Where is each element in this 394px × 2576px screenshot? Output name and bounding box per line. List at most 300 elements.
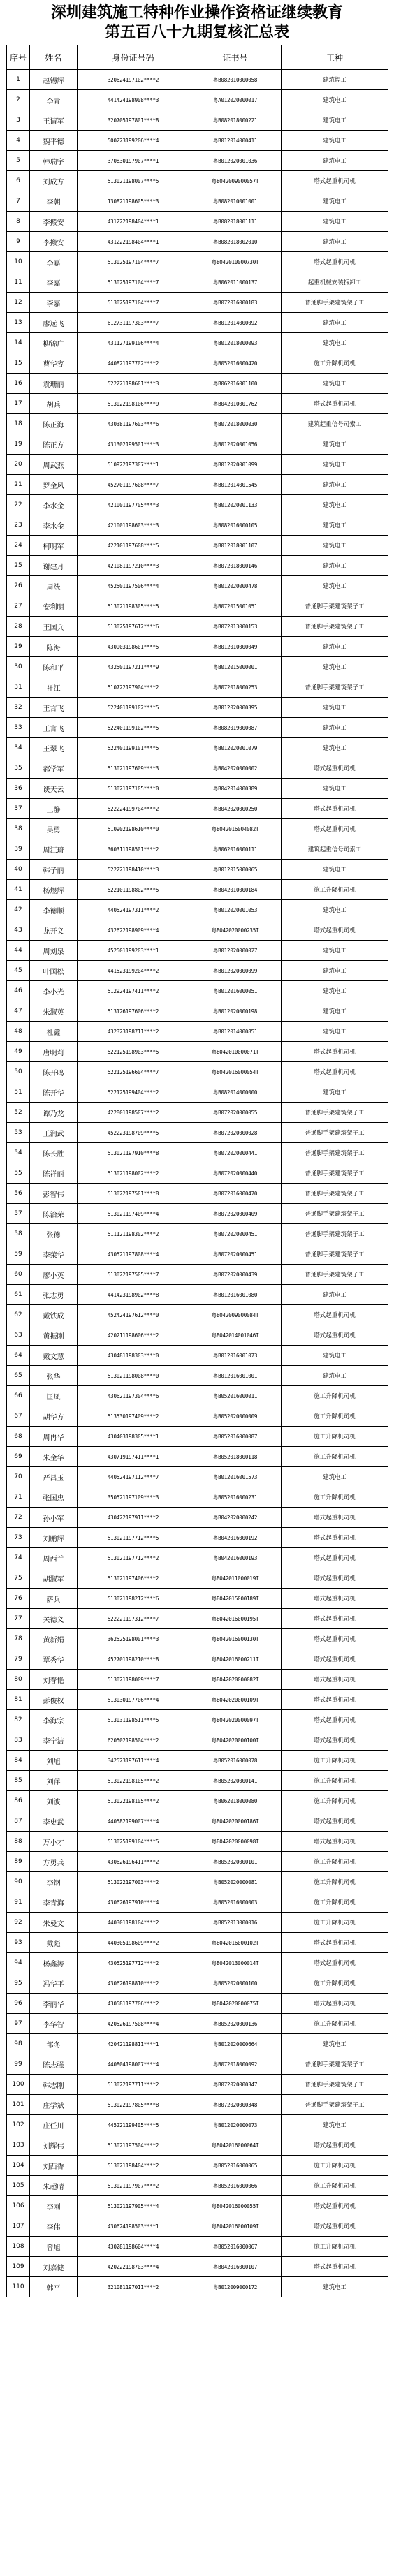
table-row	[7, 1649, 388, 1670]
row-number-cell: 26	[7, 576, 30, 596]
name-cell: 王言飞	[30, 718, 78, 738]
job-type-cell: 建筑电工	[282, 90, 388, 110]
row-number-cell: 68	[7, 1427, 30, 1447]
row-number-cell: 9	[7, 232, 30, 252]
certificate-number-cell: 粤B042016000211T	[189, 1649, 282, 1670]
id-number-cell: 612731197303****7	[78, 313, 189, 333]
job-type-cell: 建筑起重信号司索工	[282, 839, 388, 860]
table-row	[7, 920, 388, 941]
table-row	[7, 576, 388, 596]
id-number-cell: 430719197411****1	[78, 1447, 189, 1467]
table-row	[7, 2135, 388, 2156]
name-cell: 周江琦	[30, 839, 78, 860]
id-number-cell: 421081197210****3	[78, 556, 189, 576]
row-number-cell: 19	[7, 434, 30, 455]
row-number-cell: 105	[7, 2176, 30, 2196]
id-number-cell: 452701197608****7	[78, 475, 189, 495]
id-number-cell: 513031198511****5	[78, 1710, 189, 1730]
title-line-2: 第五百八十九期复核汇总表	[104, 23, 289, 41]
job-type-cell: 起重机械安装拆卸工	[282, 272, 388, 293]
name-cell: 张华	[30, 1366, 78, 1386]
id-number-cell: 430621197304****6	[78, 1386, 189, 1406]
table-row	[7, 1771, 388, 1791]
header-cell-name: 姓名	[30, 45, 78, 70]
certificate-number-cell: 粤B082018001111	[189, 212, 282, 232]
certificate-number-cell: 粤B052020000141	[189, 1771, 282, 1791]
row-number-cell: 108	[7, 2237, 30, 2257]
certificate-number-cell: 粤B042009000084T	[189, 1305, 282, 1325]
job-type-cell: 施工升降机司机	[282, 1913, 388, 1933]
certificate-number-cell: 粤A012020000017	[189, 90, 282, 110]
row-number-cell: 28	[7, 617, 30, 637]
name-cell: 方勇兵	[30, 1852, 78, 1872]
job-type-cell: 普通脚手架建筑架子工	[282, 2095, 388, 2115]
name-cell: 李水金	[30, 515, 78, 536]
id-number-cell: 513021197504****2	[78, 2135, 189, 2156]
certificate-number-cell: 粤B042020000002	[189, 758, 282, 779]
row-number-cell: 71	[7, 1487, 30, 1508]
summary-table	[6, 45, 388, 2297]
certificate-number-cell: 粤B012016001080	[189, 1285, 282, 1305]
job-type-cell: 施工升降机司机	[282, 880, 388, 900]
job-type-cell: 塔式起重机司机	[282, 1832, 388, 1852]
table-row	[7, 2196, 388, 2216]
id-number-cell: 452501197506****4	[78, 576, 189, 596]
name-cell: 李嘉	[30, 252, 78, 272]
name-cell: 韩志刚	[30, 2075, 78, 2095]
row-number-cell: 5	[7, 151, 30, 171]
name-cell: 谢建月	[30, 556, 78, 576]
name-cell: 龙开义	[30, 920, 78, 941]
certificate-number-cell: 粤B042009000057T	[189, 171, 282, 191]
id-number-cell: 522224199704****2	[78, 799, 189, 819]
job-type-cell: 建筑电工	[282, 232, 388, 252]
row-number-cell: 92	[7, 1913, 30, 1933]
certificate-number-cell: 粤B072020000347	[189, 2075, 282, 2095]
row-number-cell: 10	[7, 252, 30, 272]
name-cell: 孙小军	[30, 1508, 78, 1528]
table-row	[7, 1103, 388, 1123]
row-number-cell: 72	[7, 1508, 30, 1528]
row-number-cell: 23	[7, 515, 30, 536]
id-number-cell: 513021197406****2	[78, 1568, 189, 1589]
row-number-cell: 18	[7, 414, 30, 434]
table-row	[7, 455, 388, 475]
table-row	[7, 1022, 388, 1042]
name-cell: 李搬安	[30, 212, 78, 232]
job-type-cell: 普通脚手架建筑架子工	[282, 677, 388, 698]
name-cell: 周统	[30, 576, 78, 596]
table-row	[7, 1406, 388, 1427]
job-type-cell: 建筑电工	[282, 1001, 388, 1022]
row-number-cell: 107	[7, 2216, 30, 2237]
row-number-cell: 53	[7, 1123, 30, 1143]
table-row	[7, 1143, 388, 1163]
certificate-number-cell: 粤B072020000348	[189, 2095, 282, 2115]
row-number-cell: 39	[7, 839, 30, 860]
name-cell: 魏平德	[30, 131, 78, 151]
table-row	[7, 313, 388, 333]
certificate-number-cell: 粤B042020000109T	[189, 1690, 282, 1710]
id-number-cell: 510902198610****0	[78, 819, 189, 839]
certificate-number-cell: 粤B052020000101	[189, 1852, 282, 1872]
row-number-cell: 85	[7, 1771, 30, 1791]
id-number-cell: 431127199106****4	[78, 333, 189, 353]
table-row	[7, 1265, 388, 1285]
job-type-cell: 塔式起重机司机	[282, 2196, 388, 2216]
table-row	[7, 1913, 388, 1933]
job-type-cell: 塔式起重机司机	[282, 1994, 388, 2014]
job-type-cell: 塔式起重机司机	[282, 1548, 388, 1568]
name-cell: 朱超晴	[30, 2176, 78, 2196]
table-row	[7, 1832, 388, 1852]
id-number-cell: 422101197608****5	[78, 536, 189, 556]
table-row	[7, 2257, 388, 2277]
job-type-cell: 建筑电工	[282, 900, 388, 920]
job-type-cell: 普通脚手架建筑架子工	[282, 1204, 388, 1224]
name-cell: 郝学军	[30, 758, 78, 779]
row-number-cell: 1	[7, 70, 30, 90]
id-number-cell: 620502198504****2	[78, 1730, 189, 1751]
table-row	[7, 1427, 388, 1447]
row-number-cell: 67	[7, 1406, 30, 1427]
table-row	[7, 1001, 388, 1022]
id-number-cell: 445221199405****5	[78, 2115, 189, 2135]
table-row	[7, 1548, 388, 1568]
certificate-number-cell: 粤B062016001100	[189, 374, 282, 394]
row-number-cell: 76	[7, 1589, 30, 1609]
name-cell: 李嘉	[30, 293, 78, 313]
job-type-cell: 普通脚手架建筑架子工	[282, 1184, 388, 1204]
job-type-cell: 普通脚手架建筑架子工	[282, 1224, 388, 1244]
row-number-cell: 55	[7, 1163, 30, 1184]
id-number-cell: 513021197712****2	[78, 1548, 189, 1568]
row-number-cell: 14	[7, 333, 30, 353]
certificate-number-cell: 粤B072018000092	[189, 2054, 282, 2075]
id-number-cell: 513025197612****6	[78, 617, 189, 637]
id-number-cell: 430626196411****2	[78, 1852, 189, 1872]
name-cell: 萨兵	[30, 1589, 78, 1609]
table-row	[7, 617, 388, 637]
row-number-cell: 15	[7, 353, 30, 374]
id-number-cell: 430281198604****4	[78, 2237, 189, 2257]
id-number-cell: 522221198410****3	[78, 860, 189, 880]
row-number-cell: 25	[7, 556, 30, 576]
id-number-cell: 522125196604****7	[78, 1062, 189, 1082]
name-cell: 陈长胜	[30, 1143, 78, 1163]
id-number-cell: 513021197907****2	[78, 2176, 189, 2196]
certificate-number-cell: 粤B072018000030	[189, 414, 282, 434]
name-cell: 黄新娟	[30, 1629, 78, 1649]
job-type-cell: 施工升降机司机	[282, 1751, 388, 1771]
table-row	[7, 941, 388, 961]
id-number-cell: 432323198711****2	[78, 1022, 189, 1042]
row-number-cell: 94	[7, 1953, 30, 1973]
row-number-cell: 40	[7, 860, 30, 880]
id-number-cell: 342523197611****4	[78, 1751, 189, 1771]
table-row	[7, 536, 388, 556]
certificate-number-cell: 粤B012020001056	[189, 434, 282, 455]
id-number-cell: 522401199102****5	[78, 698, 189, 718]
certificate-number-cell: 粤B072020000440	[189, 1163, 282, 1184]
name-cell: 廖远飞	[30, 313, 78, 333]
header-row	[7, 45, 388, 70]
certificate-number-cell: 粤B052016000067	[189, 2237, 282, 2257]
table-row	[7, 272, 388, 293]
certificate-number-cell: 粤B042020000075T	[189, 1994, 282, 2014]
row-number-cell: 95	[7, 1973, 30, 1994]
certificate-number-cell: 粤B062016000111	[189, 839, 282, 860]
id-number-cell: 522401199102****5	[78, 718, 189, 738]
table-row	[7, 90, 388, 110]
certificate-number-cell: 粤B012020000478	[189, 576, 282, 596]
job-type-cell: 塔式起重机司机	[282, 1811, 388, 1832]
job-type-cell: 施工升降机司机	[282, 2156, 388, 2176]
job-type-cell: 建筑电工	[282, 455, 388, 475]
job-type-cell: 施工升降机司机	[282, 1791, 388, 1811]
certificate-number-cell: 粤B012009000172	[189, 2277, 282, 2297]
table-row	[7, 2034, 388, 2054]
table-body	[7, 70, 388, 2297]
job-type-cell: 施工升降机司机	[282, 353, 388, 374]
certificate-number-cell: 粤B042014000389	[189, 779, 282, 799]
table-row	[7, 900, 388, 920]
name-cell: 胡淑军	[30, 1568, 78, 1589]
job-type-cell: 建筑焊工	[282, 70, 388, 90]
job-type-cell: 塔式起重机司机	[282, 2257, 388, 2277]
job-type-cell: 塔式起重机司机	[282, 1325, 388, 1346]
row-number-cell: 12	[7, 293, 30, 313]
row-number-cell: 56	[7, 1184, 30, 1204]
name-cell: 刘旭	[30, 1751, 78, 1771]
name-cell: 李伟	[30, 2216, 78, 2237]
job-type-cell: 施工升降机司机	[282, 1447, 388, 1467]
row-number-cell: 109	[7, 2257, 30, 2277]
id-number-cell: 320624197102****2	[78, 70, 189, 90]
certificate-number-cell: 粤B012016001073	[189, 1346, 282, 1366]
row-number-cell: 31	[7, 677, 30, 698]
table-row	[7, 981, 388, 1001]
row-number-cell: 2	[7, 90, 30, 110]
name-cell: 韩平	[30, 2277, 78, 2297]
certificate-number-cell: 粤B042016000055T	[189, 2196, 282, 2216]
name-cell: 刘辉伟	[30, 2135, 78, 2156]
table-row	[7, 353, 388, 374]
table-row	[7, 738, 388, 758]
name-cell: 赵锡辉	[30, 70, 78, 90]
id-number-cell: 130821198605****3	[78, 191, 189, 212]
name-cell: 黄振刚	[30, 1325, 78, 1346]
job-type-cell: 普通脚手架建筑架子工	[282, 617, 388, 637]
table-row	[7, 1123, 388, 1143]
certificate-number-cell: 粤B012020000073	[189, 2115, 282, 2135]
certificate-number-cell: 粤B052016000066	[189, 2176, 282, 2196]
id-number-cell: 513021198008****0	[78, 1366, 189, 1386]
certificate-number-cell: 粤B072020000441	[189, 1143, 282, 1163]
table-row	[7, 677, 388, 698]
table-row	[7, 961, 388, 981]
name-cell: 罗金风	[30, 475, 78, 495]
id-number-cell: 321081197011****2	[78, 2277, 189, 2297]
certificate-number-cell: 粤B012015000065	[189, 860, 282, 880]
row-number-cell: 78	[7, 1629, 30, 1649]
job-type-cell: 建筑电工	[282, 536, 388, 556]
row-number-cell: 36	[7, 779, 30, 799]
table-row	[7, 556, 388, 576]
job-type-cell: 塔式起重机司机	[282, 1670, 388, 1690]
certificate-number-cell: 粤B072013000153	[189, 617, 282, 637]
id-number-cell: 440804198007****4	[78, 2054, 189, 2075]
row-number-cell: 32	[7, 698, 30, 718]
table-row	[7, 212, 388, 232]
id-number-cell: 522125198903****5	[78, 1042, 189, 1062]
name-cell: 邹冬	[30, 2034, 78, 2054]
row-number-cell: 91	[7, 1892, 30, 1913]
name-cell: 王润武	[30, 1123, 78, 1143]
id-number-cell: 362525198001****3	[78, 1629, 189, 1649]
table-row	[7, 1953, 388, 1973]
certificate-number-cell: 粤B082019000087	[189, 718, 282, 738]
certificate-number-cell: 粤B012016001573	[189, 1467, 282, 1487]
row-number-cell: 42	[7, 900, 30, 920]
row-number-cell: 47	[7, 1001, 30, 1022]
certificate-number-cell: 粤B082010001001	[189, 191, 282, 212]
row-number-cell: 33	[7, 718, 30, 738]
certificate-number-cell: 粤B052013000016	[189, 1913, 282, 1933]
name-cell: 王请军	[30, 110, 78, 131]
certificate-number-cell: 粤B042020000098T	[189, 1832, 282, 1852]
row-number-cell: 44	[7, 941, 30, 961]
row-number-cell: 98	[7, 2034, 30, 2054]
certificate-number-cell: 粤B042016000130T	[189, 1629, 282, 1649]
row-number-cell: 8	[7, 212, 30, 232]
table-row	[7, 374, 388, 394]
name-cell: 彭俊权	[30, 1690, 78, 1710]
table-row	[7, 2075, 388, 2095]
table-row	[7, 1244, 388, 1265]
job-type-cell: 塔式起重机司机	[282, 394, 388, 414]
certificate-number-cell: 粤B042020000235T	[189, 920, 282, 941]
job-type-cell: 塔式起重机司机	[282, 920, 388, 941]
job-type-cell: 建筑起重信号司索工	[282, 414, 388, 434]
table-row	[7, 1994, 388, 2014]
certificate-number-cell: 粤B042020000100T	[189, 1730, 282, 1751]
row-number-cell: 61	[7, 1285, 30, 1305]
id-number-cell: 452223198709****5	[78, 1123, 189, 1143]
certificate-number-cell: 粤B042013000014T	[189, 1953, 282, 1973]
table-row	[7, 1386, 388, 1406]
table-row	[7, 1487, 388, 1508]
id-number-cell: 513021197905****4	[78, 2196, 189, 2216]
id-number-cell: 513021198002****2	[78, 1163, 189, 1184]
name-cell: 李德顺	[30, 900, 78, 920]
name-cell: 周冉华	[30, 1427, 78, 1447]
id-number-cell: 513021198009****7	[78, 1670, 189, 1690]
id-number-cell: 513021197712****5	[78, 1528, 189, 1548]
id-number-cell: 430521197808****4	[78, 1244, 189, 1265]
id-number-cell: 440582199007****4	[78, 1811, 189, 1832]
table-row	[7, 1568, 388, 1589]
row-number-cell: 4	[7, 131, 30, 151]
name-cell: 刘西香	[30, 2156, 78, 2176]
job-type-cell: 塔式起重机司机	[282, 758, 388, 779]
row-number-cell: 52	[7, 1103, 30, 1123]
name-cell: 张德	[30, 1224, 78, 1244]
row-number-cell: 82	[7, 1710, 30, 1730]
row-number-cell: 93	[7, 1933, 30, 1953]
name-cell: 李海宗	[30, 1710, 78, 1730]
job-type-cell: 建筑电工	[282, 576, 388, 596]
id-number-cell: 441424198908****3	[78, 90, 189, 110]
table-row	[7, 1751, 388, 1771]
job-type-cell: 塔式起重机司机	[282, 1568, 388, 1589]
certificate-number-cell: 粤B042014001046T	[189, 1325, 282, 1346]
name-cell: 韩子丽	[30, 860, 78, 880]
certificate-number-cell: 粤B072016000183	[189, 293, 282, 313]
name-cell: 杨鑫涛	[30, 1953, 78, 1973]
table-row	[7, 191, 388, 212]
certificate-number-cell: 粤B052020000081	[189, 1872, 282, 1892]
certificate-number-cell: 粤B052016000003	[189, 1892, 282, 1913]
name-cell: 庄学斌	[30, 2095, 78, 2115]
job-type-cell: 施工升降机司机	[282, 1406, 388, 1427]
table-row	[7, 1285, 388, 1305]
table-row	[7, 819, 388, 839]
id-number-cell: 441523199204****2	[78, 961, 189, 981]
name-cell: 曾旭	[30, 2237, 78, 2257]
row-number-cell: 66	[7, 1386, 30, 1406]
header-cell-type: 工种	[282, 45, 388, 70]
row-number-cell: 45	[7, 961, 30, 981]
job-type-cell: 建筑电工	[282, 1467, 388, 1487]
id-number-cell: 432501197211****9	[78, 657, 189, 677]
job-type-cell: 施工升降机司机	[282, 1771, 388, 1791]
name-cell: 廖小英	[30, 1265, 78, 1285]
name-cell: 朱淑英	[30, 1001, 78, 1022]
id-number-cell: 513021198404****2	[78, 2156, 189, 2176]
id-number-cell: 420421198811****1	[78, 2034, 189, 2054]
table-row	[7, 1528, 388, 1548]
certificate-number-cell: 粤B062018000080	[189, 1791, 282, 1811]
table-row	[7, 1933, 388, 1953]
table-row	[7, 799, 388, 819]
certificate-number-cell: 粤B012020000395	[189, 698, 282, 718]
table-row	[7, 2095, 388, 2115]
id-number-cell: 430403198305****1	[78, 1427, 189, 1447]
table-row	[7, 394, 388, 414]
name-cell: 陈正海	[30, 414, 78, 434]
name-cell: 王国兵	[30, 617, 78, 637]
table-row	[7, 1447, 388, 1467]
certificate-number-cell: 粤B042016004082T	[189, 819, 282, 839]
id-number-cell: 431222198404****1	[78, 212, 189, 232]
job-type-cell: 塔式起重机司机	[282, 1062, 388, 1082]
certificate-number-cell: 粤B052016000078	[189, 1751, 282, 1771]
job-type-cell: 塔式起重机司机	[282, 1953, 388, 1973]
id-number-cell: 421001198603****3	[78, 515, 189, 536]
row-number-cell: 59	[7, 1244, 30, 1265]
row-number-cell: 73	[7, 1528, 30, 1548]
certificate-number-cell: 粤B042010000730T	[189, 252, 282, 272]
row-number-cell: 89	[7, 1852, 30, 1872]
row-number-cell: 29	[7, 637, 30, 657]
table-row	[7, 2156, 388, 2176]
name-cell: 袁珊丽	[30, 374, 78, 394]
row-number-cell: 20	[7, 455, 30, 475]
job-type-cell: 普通脚手架建筑架子工	[282, 2075, 388, 2095]
name-cell: 李青	[30, 90, 78, 110]
job-type-cell: 塔式起重机司机	[282, 1528, 388, 1548]
